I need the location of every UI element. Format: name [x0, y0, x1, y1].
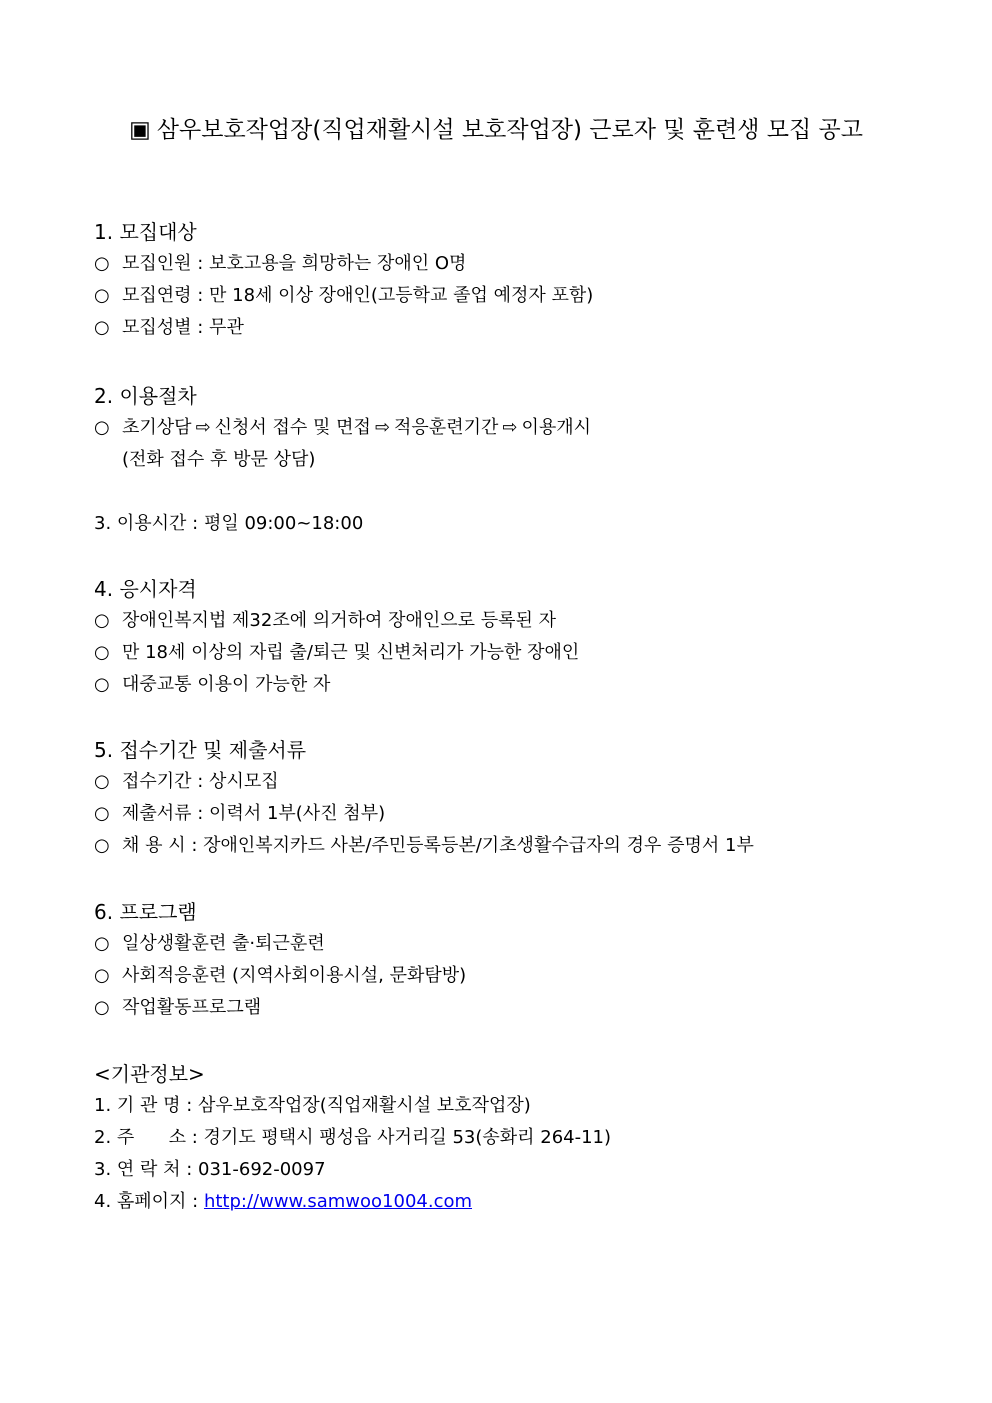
page-title — [0, 114, 992, 146]
list-item: ○ 작업활동프로그램 — [94, 992, 954, 1024]
title-text: 삼우보호작업장(직업재활시설 보호작업장) 근로자 및 훈련생 모집 공고 — [156, 117, 863, 143]
list-item: ○ 모집인원 : 보호고용을 희망하는 장애인 O명 — [94, 248, 954, 280]
square-bullet-icon: ▣ — [129, 117, 151, 143]
list-item: ○ 사회적응훈련 (지역사회이용시설, 문화탐방) — [94, 960, 954, 992]
section-institution-info — [94, 1058, 954, 1218]
section-application — [94, 734, 954, 862]
section-program — [94, 896, 954, 1024]
list-item: ○ 모집연령 : 만 18세 이상 장애인(고등학교 졸업 예정자 포함) — [94, 280, 954, 312]
list-item: ○ 장애인복지법 제32조에 의거하여 장애인으로 등록된 자 — [94, 605, 954, 637]
section-heading: 1. 모집대상 — [94, 220, 197, 244]
circle-bullet-icon: ○ — [94, 965, 110, 986]
step: 적응훈련기간 — [394, 417, 499, 438]
list-item: ○ 채 용 시 : 장애인복지카드 사본/주민등록등본/기초생활수급자의 경우 증명서 1부 — [94, 830, 954, 862]
circle-bullet-icon: ○ — [94, 317, 110, 338]
section-heading: 2. 이용절차 — [94, 384, 197, 408]
step: 신청서 접수 및 면접 — [214, 417, 371, 438]
circle-bullet-icon: ○ — [94, 933, 110, 954]
circle-bullet-icon: ○ — [94, 285, 110, 306]
procedure-steps — [94, 412, 954, 444]
section-heading: 6. 프로그램 — [94, 900, 197, 924]
info-homepage — [94, 1186, 954, 1218]
list-item: ○ 접수기간 : 상시모집 — [94, 766, 954, 798]
section-procedure — [94, 380, 954, 476]
arrow-right-icon: ⇨ — [502, 417, 518, 438]
circle-bullet-icon: ○ — [94, 997, 110, 1018]
arrow-right-icon: ⇨ — [374, 417, 391, 438]
section-heading: <기관정보> — [94, 1062, 205, 1086]
homepage-link[interactable]: http://www.samwoo1004.com — [203, 1191, 473, 1212]
list-item: ○ 제출서류 : 이력서 1부(사진 첨부) — [94, 798, 954, 830]
procedure-note: (전화 접수 후 방문 상담) — [122, 449, 316, 470]
section-heading: 3. 이용시간 : 평일 09:00~18:00 — [94, 513, 364, 534]
list-item: ○ 대중교통 이용이 가능한 자 — [94, 669, 954, 701]
list-item: ○ 모집성별 : 무관 — [94, 312, 954, 344]
circle-bullet-icon: ○ — [94, 642, 110, 663]
step: 초기상담 — [122, 417, 192, 438]
step: 이용개시 — [521, 417, 592, 438]
circle-bullet-icon: ○ — [94, 771, 110, 792]
info-name: 1. 기 관 명 : 삼우보호작업장(직업재활시설 보호작업장) — [94, 1095, 531, 1116]
list-item: ○ 만 18세 이상의 자립 출/퇴근 및 신변처리가 가능한 장애인 — [94, 637, 954, 669]
info-address: 2. 주 소 : 경기도 평택시 팽성읍 사거리길 53(송화리 264-11) — [94, 1127, 612, 1148]
section-heading: 5. 접수기간 및 제출서류 — [94, 738, 307, 762]
section-qualification — [94, 573, 954, 701]
arrow-right-icon: ⇨ — [195, 417, 211, 438]
homepage-label: 4. 홈페이지 : — [94, 1191, 204, 1212]
circle-bullet-icon: ○ — [94, 835, 110, 856]
circle-bullet-icon: ○ — [94, 803, 110, 824]
section-recruit-target — [94, 216, 954, 344]
circle-bullet-icon: ○ — [94, 674, 110, 695]
circle-bullet-icon: ○ — [94, 610, 110, 631]
info-phone: 3. 연 락 처 : 031-692-0097 — [94, 1159, 326, 1180]
circle-bullet-icon: ○ — [94, 417, 110, 438]
list-item: ○ 일상생활훈련 출·퇴근훈련 — [94, 928, 954, 960]
section-heading: 4. 응시자격 — [94, 577, 197, 601]
circle-bullet-icon: ○ — [94, 253, 110, 274]
section-hours — [94, 508, 954, 540]
